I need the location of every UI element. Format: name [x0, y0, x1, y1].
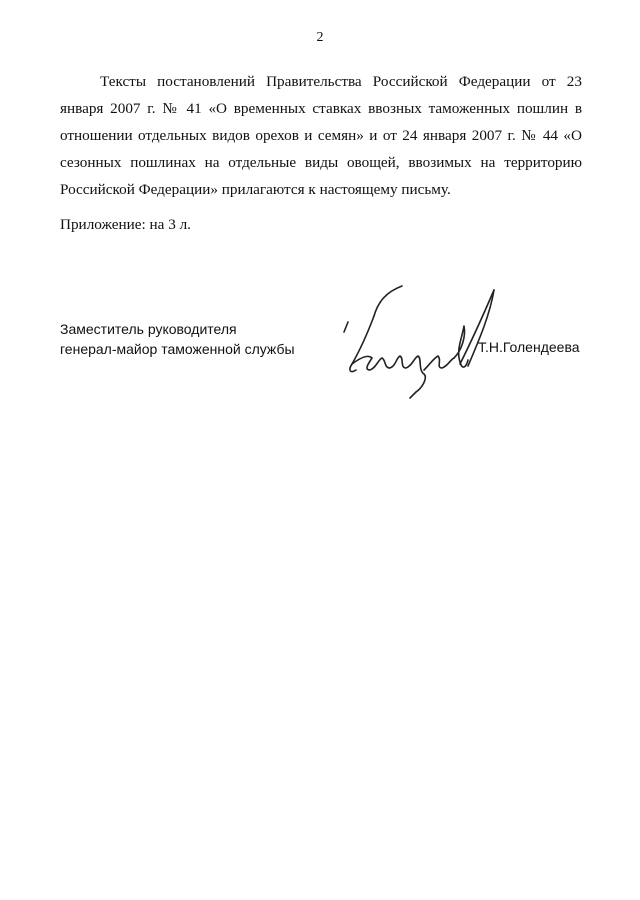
signer-position-line-1: Заместитель руководителя — [60, 321, 237, 337]
signer-position — [60, 319, 295, 359]
signer-position-line-2: генерал-майор таможенной службы — [60, 341, 295, 357]
signer-name: Т.Н.Голендеева — [478, 339, 580, 355]
letter-body-paragraph: Тексты постановлений Правительства Российской Федерации от 23 января 2007 г. № 41 «О временных ставках ввозных таможенных пошлин в отношении отдельных видов орехов и семян» и от 24 января 2007 г. № 44 «О сезонных пошлинах на отдельные виды овощей, ввозимых на территорию Российской Федерации» прилагаются к настоящему письму. — [60, 73, 582, 198]
page-number: 2 — [316, 30, 324, 45]
attachment-note: Приложение: на 3 л. — [60, 216, 191, 233]
